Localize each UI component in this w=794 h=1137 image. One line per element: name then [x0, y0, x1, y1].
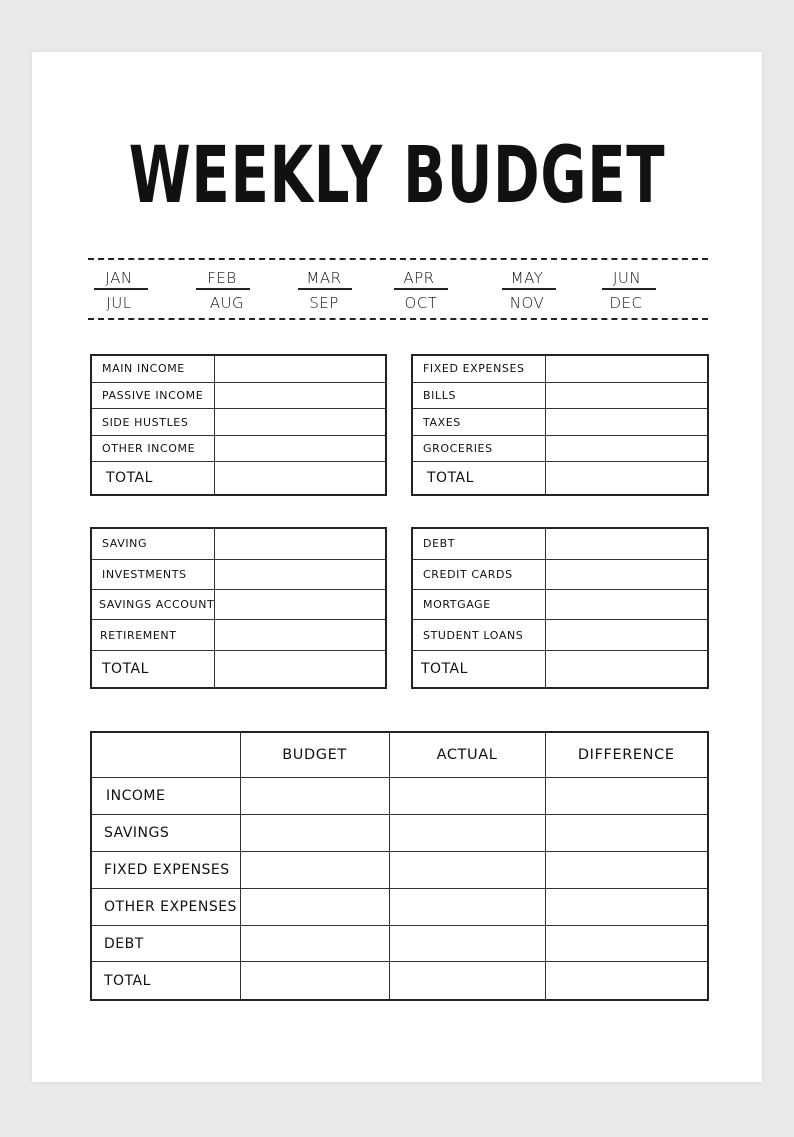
- budget-cell[interactable]: [240, 925, 389, 962]
- row-label: OTHER EXPENSES: [91, 888, 240, 925]
- top-dashed-divider: [88, 258, 708, 260]
- budget-cell[interactable]: [240, 851, 389, 888]
- total-amount-cell[interactable]: [545, 462, 708, 495]
- row-label: FIXED EXPENSES: [412, 355, 545, 382]
- summary-table: [90, 731, 709, 1001]
- amount-cell[interactable]: [214, 590, 386, 620]
- budget-cell[interactable]: [240, 778, 389, 815]
- amount-cell[interactable]: [545, 590, 708, 620]
- month-sep[interactable]: SEP: [309, 294, 339, 312]
- total-label: TOTAL: [412, 650, 545, 688]
- saving-table: [90, 527, 387, 689]
- amount-cell[interactable]: [214, 559, 386, 589]
- row-label: TAXES: [412, 409, 545, 435]
- table-row: [91, 925, 708, 962]
- row-label: DEBT: [412, 528, 545, 559]
- difference-cell[interactable]: [545, 778, 708, 815]
- table-row: [91, 590, 386, 620]
- month-aug[interactable]: AUG: [209, 294, 245, 312]
- month-oct[interactable]: OCT: [404, 294, 438, 312]
- actual-total-cell[interactable]: [389, 962, 545, 1000]
- amount-cell[interactable]: [214, 355, 386, 382]
- amount-cell[interactable]: [214, 409, 386, 435]
- amount-cell[interactable]: [545, 559, 708, 589]
- amount-cell[interactable]: [545, 620, 708, 650]
- row-label: RETIREMENT: [91, 620, 214, 650]
- table-row: [412, 382, 708, 408]
- actual-cell[interactable]: [389, 888, 545, 925]
- month-rule-apr: [394, 288, 448, 290]
- header-difference: DIFFERENCE: [545, 732, 708, 778]
- amount-cell[interactable]: [545, 382, 708, 408]
- row-label: FIXED EXPENSES: [91, 851, 240, 888]
- debt-table: [411, 527, 709, 689]
- amount-cell[interactable]: [214, 435, 386, 461]
- amount-cell[interactable]: [545, 409, 708, 435]
- amount-cell[interactable]: [214, 620, 386, 650]
- bottom-dashed-divider: [88, 318, 708, 320]
- amount-cell[interactable]: [214, 528, 386, 559]
- table-row: [91, 382, 386, 408]
- table-row: [91, 888, 708, 925]
- row-label: PASSIVE INCOME: [91, 382, 214, 408]
- actual-cell[interactable]: [389, 851, 545, 888]
- total-label: TOTAL: [91, 462, 214, 495]
- total-amount-cell[interactable]: [214, 462, 386, 495]
- table-row: [412, 590, 708, 620]
- total-label: TOTAL: [91, 650, 214, 688]
- table-row: [91, 620, 386, 650]
- row-label: INCOME: [91, 778, 240, 815]
- total-amount-cell[interactable]: [545, 650, 708, 688]
- month-apr[interactable]: APR: [403, 269, 435, 287]
- table-row: [91, 409, 386, 435]
- table-row: [412, 559, 708, 589]
- row-label: MAIN INCOME: [91, 355, 214, 382]
- budget-total-cell[interactable]: [240, 962, 389, 1000]
- month-dec[interactable]: DEC: [609, 294, 643, 312]
- table-row: [412, 355, 708, 382]
- amount-cell[interactable]: [545, 528, 708, 559]
- header-budget: BUDGET: [240, 732, 389, 778]
- row-label: BILLS: [412, 382, 545, 408]
- actual-cell[interactable]: [389, 778, 545, 815]
- row-label: CREDIT CARDS: [412, 559, 545, 589]
- amount-cell[interactable]: [214, 382, 386, 408]
- row-label: STUDENT LOANS: [412, 620, 545, 650]
- actual-cell[interactable]: [389, 814, 545, 851]
- row-label: SAVING: [91, 528, 214, 559]
- month-rule-jan: [94, 288, 148, 290]
- table-row: [91, 650, 386, 688]
- row-label: INVESTMENTS: [91, 559, 214, 589]
- month-rule-jun: [602, 288, 656, 290]
- summary-header-row: [91, 732, 708, 778]
- row-label: DEBT: [91, 925, 240, 962]
- amount-cell[interactable]: [545, 355, 708, 382]
- row-label: GROCERIES: [412, 435, 545, 461]
- month-jul[interactable]: JUL: [106, 294, 132, 312]
- fixed-expenses-table: [411, 354, 709, 496]
- month-rule-may: [502, 288, 556, 290]
- total-label: TOTAL: [412, 462, 545, 495]
- month-jan[interactable]: JAN: [105, 269, 133, 287]
- month-jun[interactable]: JUN: [612, 269, 642, 287]
- month-rule-mar: [298, 288, 352, 290]
- table-row: [91, 814, 708, 851]
- difference-cell[interactable]: [545, 888, 708, 925]
- row-label: MORTGAGE: [412, 590, 545, 620]
- row-label: SAVINGS ACCOUNT: [91, 590, 214, 620]
- month-may[interactable]: MAY: [510, 269, 544, 287]
- header-actual: ACTUAL: [389, 732, 545, 778]
- row-label: SAVINGS: [91, 814, 240, 851]
- table-row: [91, 462, 386, 495]
- row-label: SIDE HUSTLES: [91, 409, 214, 435]
- table-row: [412, 650, 708, 688]
- total-label: TOTAL: [91, 962, 240, 1000]
- table-row: [91, 962, 708, 1000]
- table-row: [91, 559, 386, 589]
- income-table: [90, 354, 387, 496]
- total-amount-cell[interactable]: [214, 650, 386, 688]
- page-title: WEEKLY BUDGET: [128, 131, 666, 221]
- month-nov[interactable]: NOV: [509, 294, 545, 312]
- header-blank: [91, 732, 240, 778]
- table-row: [412, 409, 708, 435]
- row-label: OTHER INCOME: [91, 435, 214, 461]
- table-row: [91, 778, 708, 815]
- budget-cell[interactable]: [240, 814, 389, 851]
- table-row: [91, 528, 386, 559]
- difference-total-cell[interactable]: [545, 962, 708, 1000]
- amount-cell[interactable]: [545, 435, 708, 461]
- difference-cell[interactable]: [545, 925, 708, 962]
- table-row: [91, 435, 386, 461]
- month-feb[interactable]: FEB: [207, 269, 237, 287]
- table-row: [412, 528, 708, 559]
- difference-cell[interactable]: [545, 851, 708, 888]
- table-row: [412, 462, 708, 495]
- table-row: [91, 851, 708, 888]
- difference-cell[interactable]: [545, 814, 708, 851]
- table-row: [412, 435, 708, 461]
- budget-cell[interactable]: [240, 888, 389, 925]
- month-rule-feb: [196, 288, 250, 290]
- actual-cell[interactable]: [389, 925, 545, 962]
- table-row: [91, 355, 386, 382]
- month-mar[interactable]: MAR: [306, 269, 342, 287]
- table-row: [412, 620, 708, 650]
